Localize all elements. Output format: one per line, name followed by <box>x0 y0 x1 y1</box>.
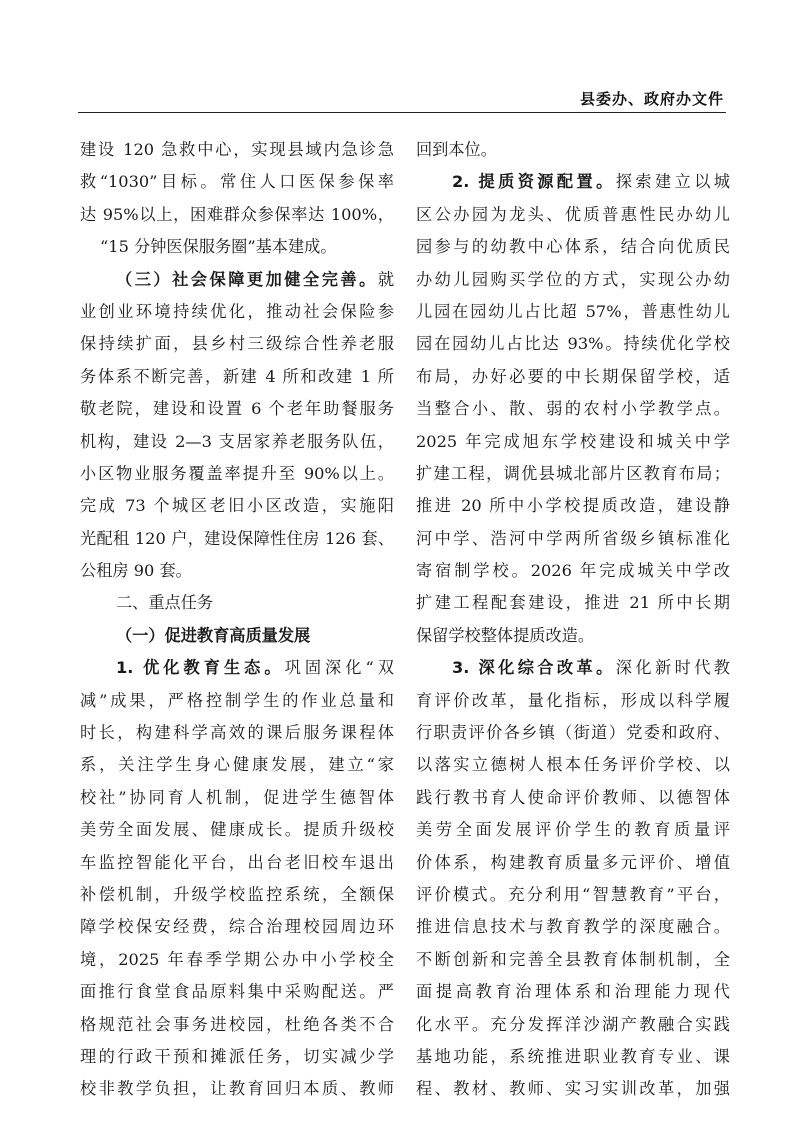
text-line: 园参与的幼教中心体系，结合向优质民 <box>416 237 730 257</box>
text-line: 布局，办好必要的中长期保留学校，适 <box>416 366 730 386</box>
item-heading-3: 3. 深化综合改革。 <box>452 658 616 678</box>
text-line: 基地功能，系统推进职业教育专业、课 <box>416 1046 730 1066</box>
text-line: “15 分钟医保服务圈”基本建成。 <box>100 237 337 257</box>
text-line: 美劳全面发展评价学生的教育质量评 <box>416 820 730 840</box>
subsection-title: （一）促进教育高质量发展 <box>116 625 311 645</box>
text-run: 就 <box>377 269 394 289</box>
text-line: 救“1030”目标。常住人口医保参保率 <box>80 172 394 192</box>
text-line: 面提高教育治理体系和治理能力现代 <box>416 982 730 1002</box>
text-line: 化水平。充分发挥洋沙湖产教融合实践 <box>416 1014 730 1034</box>
text-line: 小区物业服务覆盖率提升至 90%以上。 <box>80 463 394 483</box>
section-heading-3: （三）社会保障更加健全完善。 <box>116 269 378 289</box>
item-heading-1: 1. 优化教育生态。 <box>116 658 285 678</box>
item-heading-2: 2. 提质资源配置。 <box>452 172 616 192</box>
text-line: 校非教学负担，让教育回归本质、教师 <box>80 1079 394 1099</box>
text-line: 行职责评价各乡镇（街道）党委和政府、 <box>416 723 730 743</box>
text-line: 补偿机制，升级学校监控系统，全额保 <box>80 884 394 904</box>
text-line: 评价模式。充分利用“智慧教育”平台， <box>416 884 730 904</box>
text-line: 格规范社会事务进校园，杜绝各类不合 <box>80 1014 394 1034</box>
text-line: 公租房 90 套。 <box>80 561 192 581</box>
header-title: 县委办、政府办文件 <box>579 90 724 108</box>
text-line: 育评价改革，量化指标，形成以科学履 <box>416 690 730 710</box>
text-line: 面推行食堂食品原料集中采购配送。严 <box>80 982 394 1002</box>
text-line: 区公办园为龙头、优质普惠性民办幼儿 <box>416 204 730 224</box>
text-line: 儿园在园幼儿占比超 57%，普惠性幼儿 <box>416 301 730 321</box>
item-paragraph <box>416 652 730 684</box>
left-column <box>80 134 394 1106</box>
page-header <box>78 86 726 113</box>
text-line: 校社”协同育人机制，促进学生德智体 <box>80 787 394 807</box>
text-line: 减”成果，严格控制学生的作业总量和 <box>80 690 394 710</box>
text-line: 车监控智能化平台，出台老旧校车退出 <box>80 852 394 872</box>
text-line: 敬老院，建设和设置 6 个老年助餐服务 <box>80 399 394 419</box>
text-run: 探索建立以城 <box>615 172 730 192</box>
text-line: 完成 73 个城区老旧小区改造，实施阳 <box>80 496 394 516</box>
text-line: 时长，构建科学高效的课后服务课程体 <box>80 723 394 743</box>
text-line: 不断创新和完善全县教育体制机制，全 <box>416 949 730 969</box>
text-line: 业创业环境持续优化，推动社会保险参 <box>80 301 394 321</box>
right-column <box>416 134 730 1106</box>
text-line: 园在园幼儿占比达 93%。持续优化学校 <box>416 334 730 354</box>
text-line: 扩建工程配套建设，推进 21 所中长期 <box>416 593 730 613</box>
text-line: 推进信息技术与教育教学的深度融合。 <box>416 917 730 937</box>
text-line: 当整合小、散、弱的农村小学教学点。 <box>416 399 730 419</box>
text-run: 深化新时代教 <box>615 658 730 678</box>
text-line: 达 95%以上，困难群众参保率达 100%， <box>80 204 394 224</box>
text-line: 系，关注学生身心健康发展，建立“家 <box>80 755 394 775</box>
section-title: 二、重点任务 <box>116 593 214 613</box>
text-line: 机构，建设 2—3 支居家养老服务队伍， <box>80 431 394 451</box>
text-line: 寄宿制学校。2026 年完成城关中学改 <box>416 561 730 581</box>
text-line: 美劳全面发展、健康成长。提质升级校 <box>80 820 394 840</box>
text-line: 建设 120 急救中心，实现县域内急诊急 <box>80 140 394 159</box>
text-line: 程、教材、教师、实习实训改革，加强 <box>416 1079 730 1099</box>
text-line: 务体系不断完善，新建 4 所和改建 1 所 <box>80 366 394 386</box>
text-line: 践行教书育人使命评价教师、以德智体 <box>416 787 730 807</box>
section-paragraph <box>80 264 394 296</box>
text-line: 境，2025 年春季学期公办中小学校全 <box>80 949 394 969</box>
text-line: 河中学、浩河中学两所省级乡镇标准化 <box>416 528 730 548</box>
text-line: 2025 年完成旭东学校建设和城关中学 <box>416 431 730 451</box>
text-line: 理的行政干预和摊派任务，切实减少学 <box>80 1046 394 1066</box>
text-line: 办幼儿园购买学位的方式，实现公办幼 <box>416 269 730 289</box>
text-line: 推进 20 所中小学校提质改造，建设静 <box>416 496 730 516</box>
item-paragraph <box>80 652 394 684</box>
text-line: 光配租 120 户，建设保障性住房 126 套、 <box>80 528 394 548</box>
text-line: 回到本位。 <box>416 140 497 159</box>
text-run: 巩固深化“双 <box>284 658 394 678</box>
text-line: 扩建工程，调优县城北部片区教育布局； <box>416 463 730 483</box>
text-line: 保留学校整体提质改造。 <box>416 625 595 645</box>
text-line: 保持续扩面，县乡村三级综合性养老服 <box>80 334 394 354</box>
text-line: 价体系，构建教育质量多元评价、增值 <box>416 852 730 872</box>
text-line: 障学校保安经费，综合治理校园周边环 <box>80 917 394 937</box>
text-line: 以落实立德树人根本任务评价学校、以 <box>416 755 730 775</box>
item-paragraph <box>416 166 730 198</box>
